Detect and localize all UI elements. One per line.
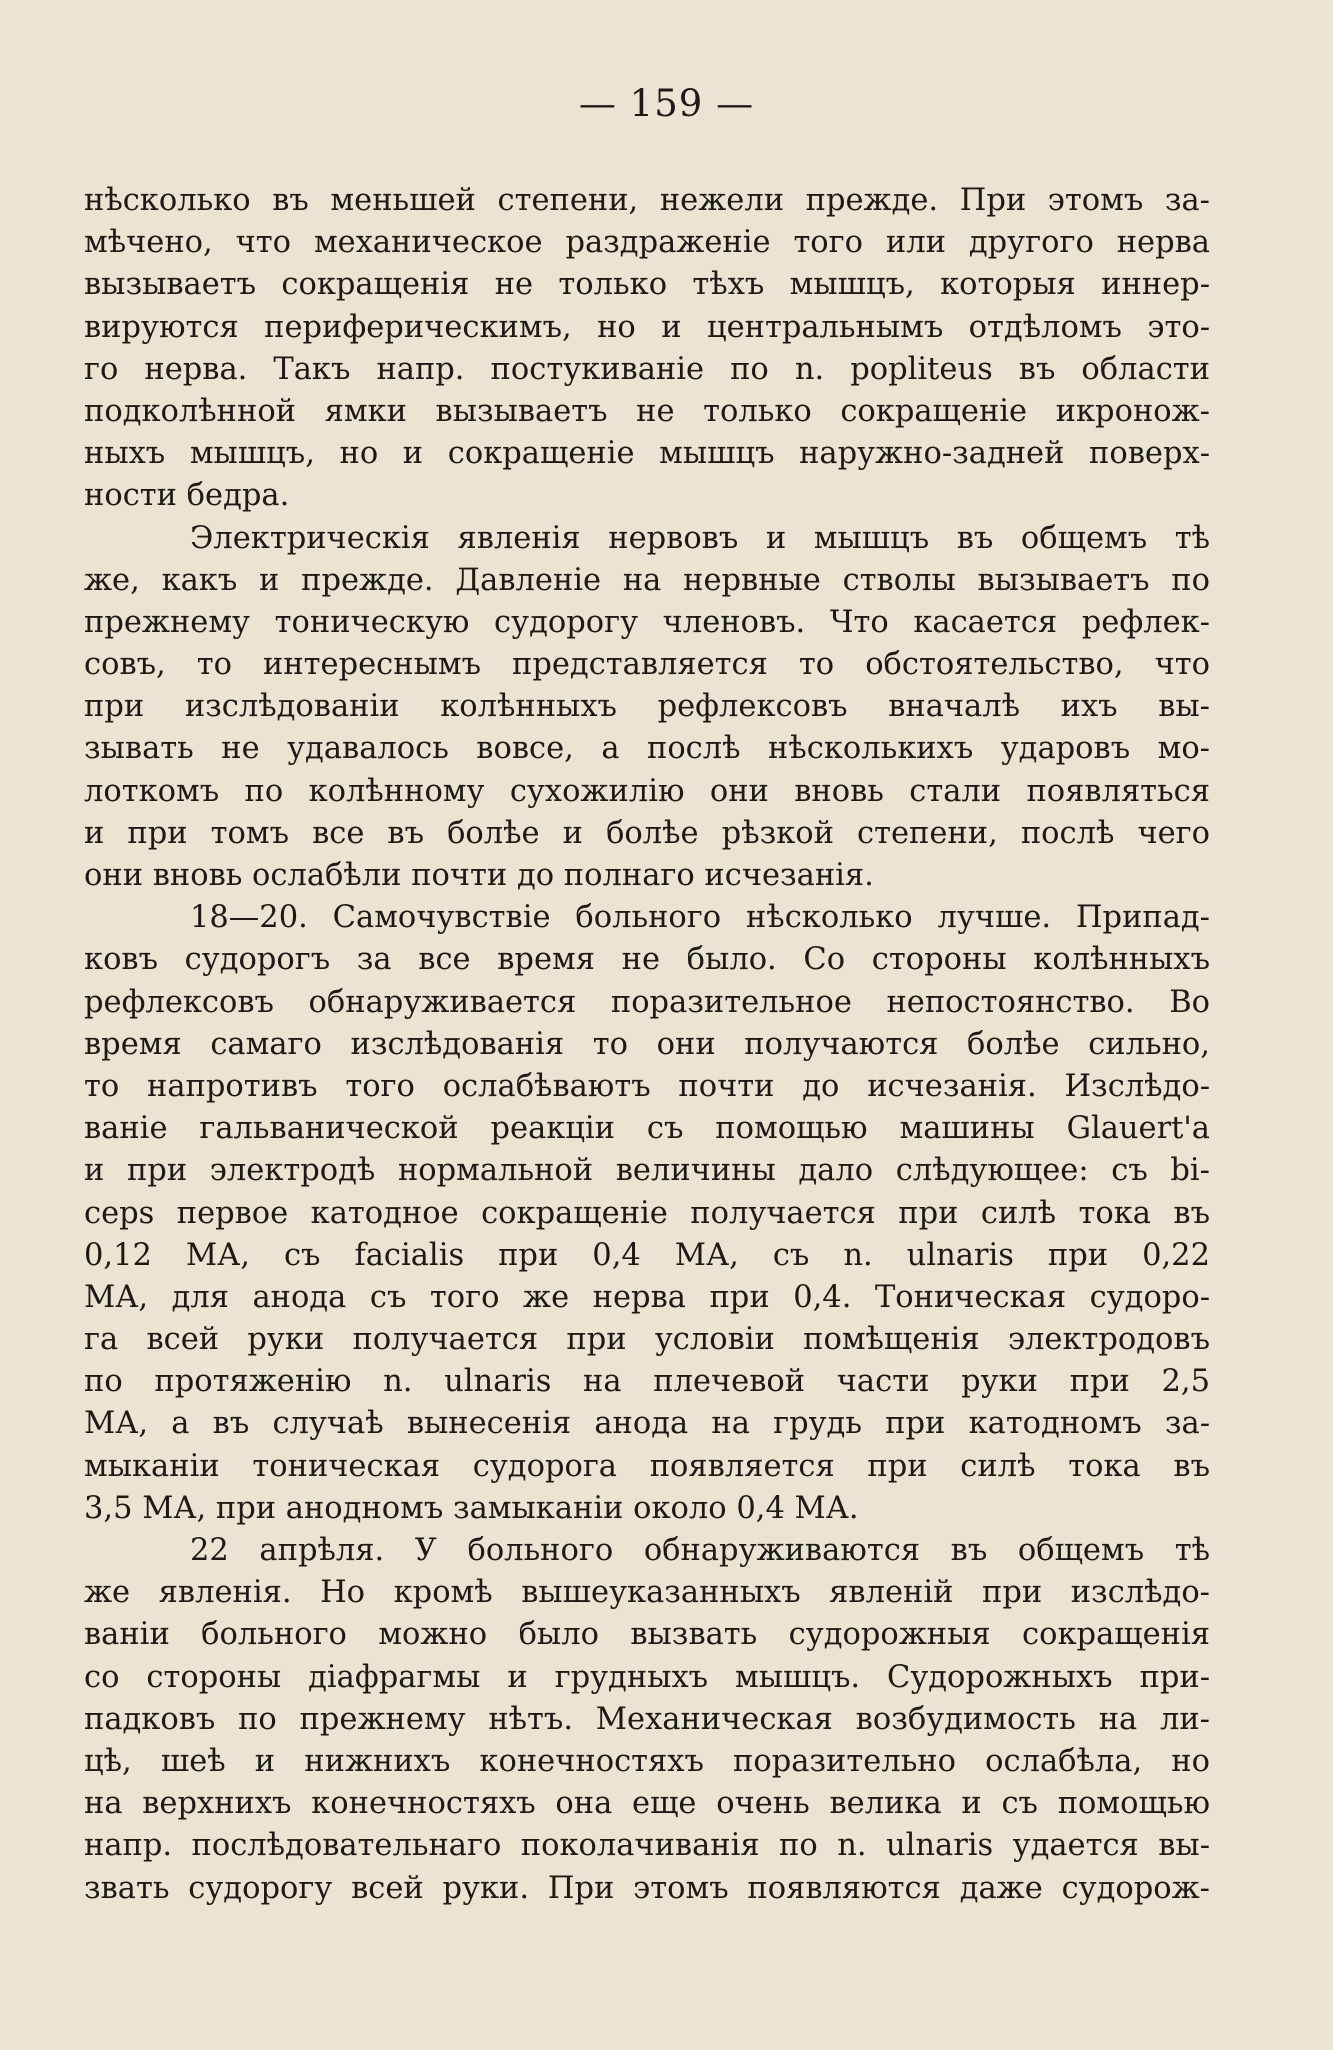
text-line: га всей руки получается при условіи помѣщенія электродовъ [84, 1322, 1210, 1358]
text-line: мѣчено, что механическое раздраженіе того или другого нерва [84, 225, 1210, 261]
text-line: же, какъ и прежде. Давленіе на нервные стволы вызываетъ по [84, 562, 1210, 598]
text-line: прежнему тоническую судорогу членовъ. Что касается рефлек- [84, 604, 1210, 640]
text-line: ваніе гальванической реакціи съ помощью машины Glauert'а [84, 1111, 1210, 1147]
text-line: подколѣнной ямки вызываетъ не только сокращеніе икронож- [84, 393, 1210, 429]
text-line: 22 апрѣля. У больного обнаруживаются въ общемъ тѣ [190, 1533, 1210, 1568]
body-text [84, 180, 1210, 1910]
text-line: на верхнихъ конечностяхъ она еще очень велика и съ помощью [84, 1786, 1210, 1822]
text-line: ковъ судорогъ за все время не было. Со стороны колѣнныхъ [84, 942, 1210, 978]
text-line: 18—20. Самочувствіе больного нѣсколько лучше. Припад- [190, 900, 1210, 936]
text-line: ceps первое катодное сокращеніе получается при силѣ тока въ [84, 1195, 1210, 1231]
text-line: по протяженію n. ulnaris на плечевой части руки при 2,5 [84, 1364, 1210, 1400]
text-line: рефлексовъ обнаруживается поразительное непостоянство. Во [84, 984, 1210, 1020]
text-line: напр. послѣдовательнаго поколачиванія по n. ulnaris удается вы- [84, 1828, 1210, 1864]
text-line: МА, а въ случаѣ вынесенія анода на грудь при катодномъ за- [84, 1406, 1210, 1442]
text-line: звать судорогу всей руки. При этомъ появляются даже судорож- [84, 1870, 1210, 1906]
text-line: го нерва. Такъ напр. постукиваніе по n. popliteus въ области [84, 351, 1210, 387]
text-line: зывать не удавалось вовсе, а послѣ нѣсколькихъ ударовъ мо- [84, 731, 1210, 767]
text-line: мыканіи тоническая судорога появляется при силѣ тока въ [84, 1448, 1210, 1484]
text-line: вызываетъ сокращенія не только тѣхъ мышцъ, которыя иннер- [84, 267, 1210, 303]
text-line: 0,12 МА, съ facialis при 0,4 МА, съ n. ulnaris при 0,22 [84, 1237, 1210, 1273]
text-line: Электрическія явленія нервовъ и мышцъ въ общемъ тѣ [190, 520, 1210, 556]
text-line: они вновь ослабѣли почти до полнаго исчезанія. [84, 858, 874, 893]
text-line: ности бедра. [84, 478, 290, 514]
text-line: же явленія. Но кромѣ вышеуказанныхъ явленій при изслѣдо- [84, 1575, 1210, 1611]
text-line: ваніи больного можно было вызвать судорожныя сокращенія [84, 1617, 1210, 1653]
text-line: со стороны діафрагмы и грудныхъ мышцъ. Судорожныхъ при- [84, 1659, 1210, 1695]
text-line: вируются периферическимъ, но и центральнымъ отдѣломъ это- [84, 309, 1210, 345]
text-line: 3,5 МА, при анодномъ замыканіи около 0,4 МА. [84, 1490, 859, 1526]
text-line: при изслѣдованіи колѣнныхъ рефлексовъ вначалѣ ихъ вы- [84, 689, 1210, 725]
text-line: ныхъ мышцъ, но и сокращеніе мышцъ наружно-задней поверх- [84, 436, 1210, 472]
page-number: — 159 — [578, 82, 755, 125]
text-line: то напротивъ того ослабѣваютъ почти до исчезанія. Изслѣдо- [84, 1068, 1210, 1104]
text-line: совъ, то интереснымъ представляется то обстоятельство, что [84, 647, 1210, 683]
text-line: и при томъ все въ болѣе и болѣе рѣзкой степени, послѣ чего [84, 815, 1210, 851]
text-line: нѣсколько въ меньшей степени, нежели прежде. При этомъ за- [84, 183, 1210, 218]
text-line: и при электродѣ нормальной величины дало слѣдующее: съ bi- [84, 1153, 1210, 1189]
text-line: падковъ по прежнему нѣтъ. Механическая возбудимость на ли- [84, 1701, 1210, 1737]
text-line: лоткомъ по колѣнному сухожилію они вновь стали появляться [84, 773, 1210, 809]
text-line: время самаго изслѣдованія то они получаются болѣе сильно, [84, 1026, 1210, 1062]
text-line: цѣ, шеѣ и нижнихъ конечностяхъ поразительно ослабѣла, но [84, 1743, 1210, 1779]
text-line: МА, для анода съ того же нерва при 0,4. Тоническая судоро- [84, 1279, 1210, 1315]
